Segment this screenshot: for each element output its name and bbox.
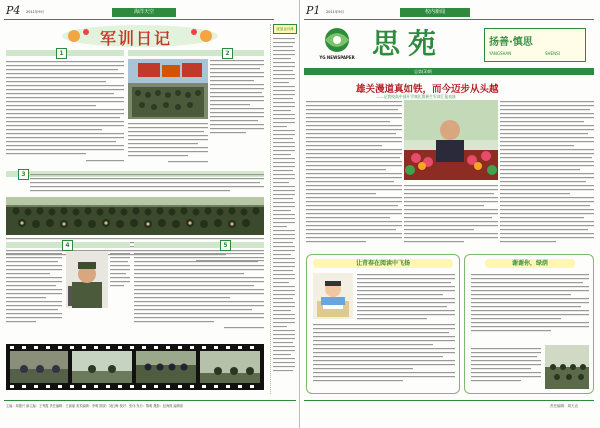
masthead-title: 思苑 (372, 27, 445, 60)
troops-photo (545, 345, 589, 389)
page-number: P4 (6, 4, 21, 17)
footer-credit: 责任编辑：周天洁 (550, 404, 578, 408)
article-number-5: 5 (220, 240, 231, 251)
motto-box (484, 28, 586, 62)
green-box-title: 谢谢你，绿荫 (485, 259, 575, 268)
article-5-bar (134, 242, 264, 248)
issue-info: 总第(3)期 (414, 69, 432, 74)
motto-pinyin-2: SHENSI (545, 51, 560, 56)
page-number: P1 (306, 4, 321, 17)
footer-credits: 主编：周德兴 副主编：王秀霞 责任编辑：王丽丽 美术编辑：李明 排版：刘红梅 校对：张伟 发行：陈明 摄影：赵海波 编辑部 (6, 404, 184, 408)
feature-title: 军训日记 (100, 29, 173, 48)
section-label-bar (112, 8, 176, 17)
cadet-portrait-photo (66, 252, 108, 308)
training-formation-photo (6, 197, 264, 235)
article-2-text-cont (128, 122, 208, 166)
masthead-logo (310, 24, 364, 62)
side-column (270, 24, 297, 394)
page-date: 2011年9月 (326, 10, 345, 14)
article-number-1: 1 (56, 48, 67, 59)
right-page (300, 0, 600, 428)
newspaper-name: YG NEWSPAPER (319, 55, 355, 60)
speaker-photo (404, 100, 498, 180)
motto-pinyin-1: YANGSHAN (489, 51, 512, 56)
article-5-text (134, 252, 264, 332)
article-1-text (6, 60, 124, 166)
reading-box (306, 254, 460, 394)
subheadline: ——记我校高中部开学典礼暨新生军训汇报表演 (376, 94, 456, 99)
reading-illustration (313, 273, 353, 319)
header-rule (304, 19, 594, 20)
page-date: 2011年9月 (26, 10, 45, 14)
reading-box-title: 让青春在阅读中飞扬 (313, 259, 453, 268)
main-article-text (306, 100, 402, 250)
side-column-title: 逐浪金沙滩 (273, 24, 297, 34)
article-2-text (210, 59, 264, 159)
footer-rule (304, 400, 594, 401)
article-number-2: 2 (222, 48, 233, 59)
feature-banner (60, 24, 220, 48)
issue-bar (304, 68, 594, 75)
headline: 雄关漫道真如铁，而今迈步从头越 (356, 84, 499, 95)
footer-rule (4, 400, 296, 401)
film-frame-1 (10, 351, 68, 383)
article-4-text (6, 252, 62, 332)
section-label: 校内新闻 (424, 9, 445, 15)
main-article-text-right (500, 100, 594, 250)
film-frame-2 (72, 351, 132, 383)
section-label: 海洋天空 (133, 9, 154, 15)
motto: 扬善·慎思 (489, 37, 533, 48)
article-4-text-side (110, 252, 130, 312)
article-3-text (30, 172, 264, 196)
film-strip-gallery (6, 344, 264, 390)
green-shade-box (464, 254, 594, 394)
section-label-bar (400, 8, 470, 17)
flag-ceremony-photo (128, 59, 208, 119)
article-number-3: 3 (18, 169, 29, 180)
article-2-bar (128, 50, 264, 56)
film-frame-3 (136, 351, 196, 383)
main-article-text-mid (404, 184, 498, 250)
article-number-4: 4 (62, 240, 73, 251)
header-rule (4, 19, 274, 20)
film-frame-4 (200, 351, 260, 383)
